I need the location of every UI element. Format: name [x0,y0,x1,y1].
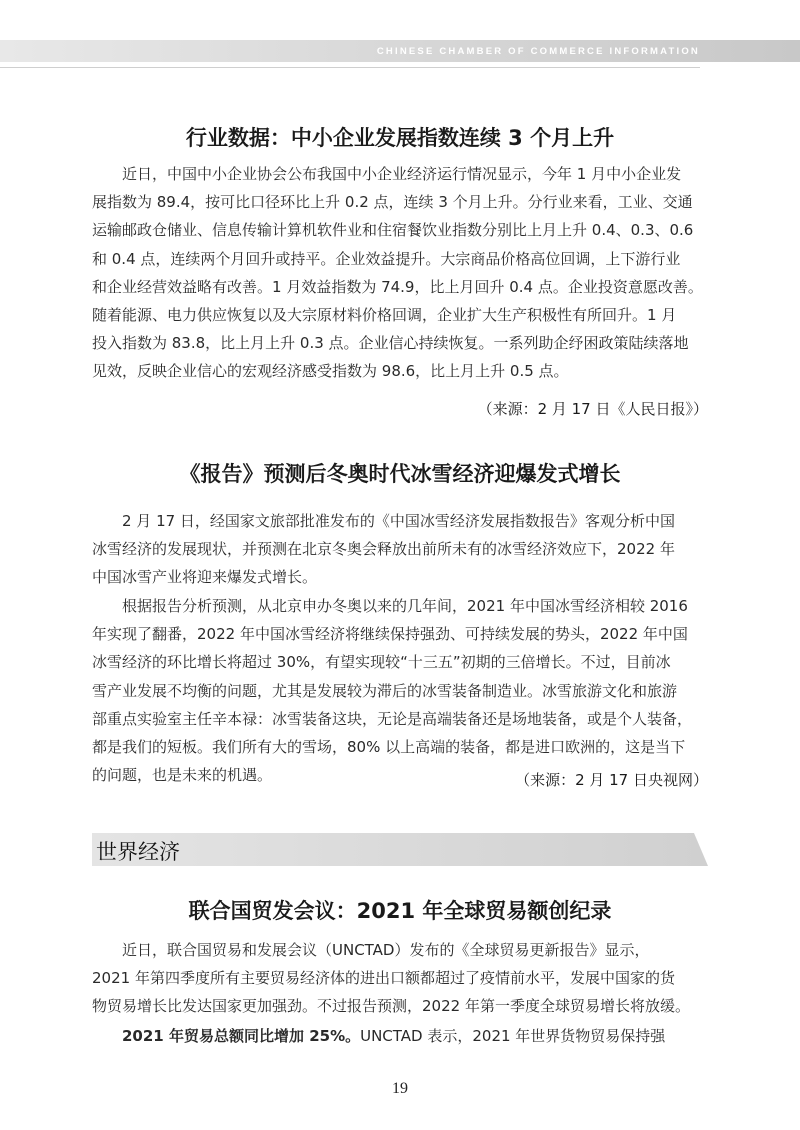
header-divider [0,67,700,68]
header-publication-name: CHINESE CHAMBER OF COMMERCE INFORMATION [376,46,700,57]
article-2-line: 冰雪经济的发展现状，并预测在北京冬奥会释放出前所未有的冰雪经济效应下，2022 年 [92,540,675,559]
article-1-line: 见效，反映企业信心的宏观经济感受指数为 98.6，比上月上升 0.5 点。 [92,362,569,381]
article-3-line: 物贸易增长比发达国家更加强劲。不过报告预测，2022 年第一季度全球贸易增长将放缓。 [92,997,690,1016]
article-2-line: 2 月 17 日，经国家文旅部批准发布的《中国冰雪经济发展指数报告》客观分析中国 [122,512,675,530]
article-2-line: 雪产业发展不均衡的问题，尤其是发展较为滞后的冰雪装备制造业。冰雪旅游文化和旅游 [92,681,678,700]
article-3-highlight: 2021 年贸易总额同比增加 25%。 [122,1027,361,1045]
article-3-title: 联合国贸发会议：2021 年全球贸易额创纪录 [188,899,612,923]
section-title: 世界经济 [96,840,180,864]
article-2-line: 的问题，也是未来的机遇。 [92,766,273,785]
article-1-line: 运输邮政仓储业、信息传输计算机软件业和住宿餐饮业指数分别比上月上升 0.4、0.3、0.6 [92,221,694,240]
section-band-corner [694,833,708,866]
article-2-line: 冰雪经济的环比增长将超过 30%，有望实现较“十三五”初期的三倍增长。不过，目前冰 [92,653,671,672]
article-3-paragraph-2 [92,1022,708,1050]
article-2-line: 部重点实验室主任辛本禄：冰雪装备这块，无论是高端装备还是场地装备，或是个人装备， [92,709,693,728]
article-3-line: 2021 年第四季度所有主要贸易经济体的进出口额都超过了疫情前水平，发展中国家的货 [92,969,675,988]
article-1-line: 投入指数为 83.8，比上月上升 0.3 点。企业信心持续恢复。一系列助企纾困政策陆续落地 [92,334,689,353]
article-1-source: （来源：2 月 17 日《人民日报》） [477,400,708,418]
section-header-band [92,833,708,866]
article-2-paragraph-1 [92,507,708,592]
article-1-line: 展指数为 89.4，按可比口径环比上升 0.2 点，连续 3 个月上升。分行业来看，工业、交通 [92,193,693,212]
page-number: 19 [392,1080,408,1097]
article-1-line: 随着能源、电力供应恢复以及大宗原材料价格回调，企业扩大生产积极性有所回升。1 月 [92,306,677,325]
article-1-line: 和企业经营效益略有改善。1 月效益指数为 74.9，比上月回升 0.4 点。企业投资意愿改善。 [92,277,703,296]
article-2-line: 中国冰雪产业将迎来爆发式增长。 [92,568,318,587]
article-3-line: 近日，联合国贸易和发展会议（UNCTAD）发布的《全球贸易更新报告》显示， [122,941,650,959]
article-2-title: 《报告》预测后冬奥时代冰雪经济迎爆发式增长 [179,462,621,486]
article-2-paragraph-2 [92,592,708,789]
article-1-body [92,160,708,386]
article-1-line: 近日，中国中小企业协会公布我国中小企业经济运行情况显示，今年 1 月中小企业发 [122,165,682,183]
article-1-title: 行业数据：中小企业发展指数连续 3 个月上升 [185,126,615,150]
article-3-paragraph-1 [92,936,708,1021]
article-2-line: 年实现了翻番，2022 年中国冰雪经济将继续保持强劲、可持续发展的势头，2022 年中国 [92,625,688,644]
article-1-line: 和 0.4 点，连续两个月回升或持平。企业效益提升。大宗商品价格高位回调，上下游行业 [92,249,681,268]
article-2-line: 都是我们的短板。我们所有大的雪场，80% 以上高端的装备，都是进口欧洲的，这是当下 [92,738,686,757]
article-2-line: 根据报告分析预测，从北京申办冬奥以来的几年间，2021 年中国冰雪经济相较 2016 [122,597,688,615]
article-3-line: 2021 年贸易总额同比增加 25%。UNCTAD 表示，2021 年世界货物贸易保持强 [122,1027,666,1045]
article-2-source: （来源：2 月 17 日央视网） [515,771,708,789]
